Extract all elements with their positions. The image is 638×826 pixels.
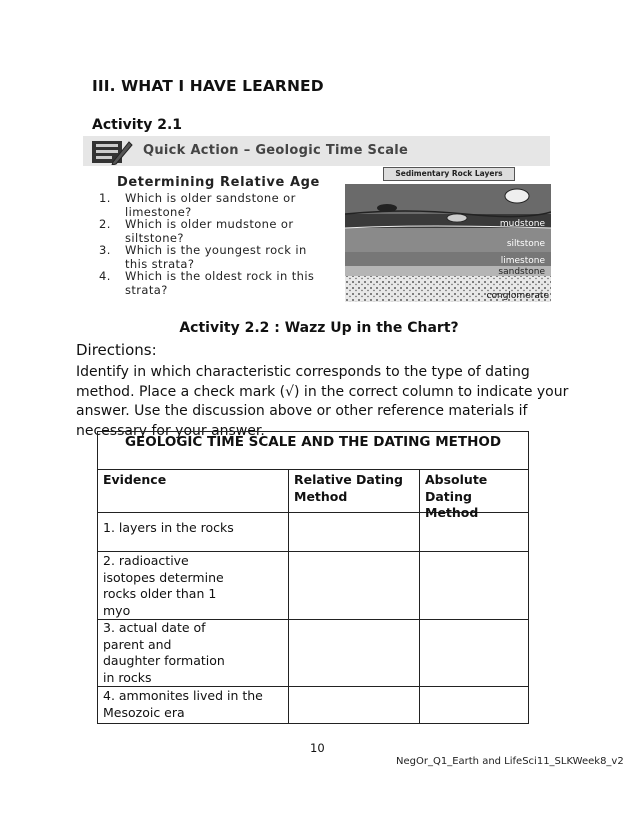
activity-2-2-label: Activity 2.2 : Wazz Up in the Chart?	[179, 320, 459, 336]
table-row-2-absolute-cell[interactable]	[425, 553, 525, 615]
table-row-2-relative-cell[interactable]	[294, 553, 412, 615]
header-evidence: Evidence	[103, 472, 167, 487]
layer-label-conglomerate: conglomerate	[486, 291, 549, 301]
table-row-3-evidence: 3. actual date of parent and daughter formation in rocks	[103, 620, 225, 685]
question-number: 2.	[99, 217, 111, 231]
layer-label-sandstone: sandstone	[498, 267, 545, 277]
table-row-4-absolute-cell[interactable]	[425, 688, 525, 722]
document-footer: NegOr_Q1_Earth and LifeSci11_SLKWeek8_v2	[396, 756, 624, 767]
layer-label-siltstone: siltstone	[506, 239, 545, 249]
quick-action-header	[83, 136, 550, 166]
table-title: GEOLOGIC TIME SCALE AND THE DATING METHOD	[124, 434, 502, 450]
dating-method-table	[97, 431, 529, 724]
table-row-1-absolute-cell[interactable]	[425, 520, 525, 548]
directions-label: Directions:	[76, 341, 157, 359]
quick-action-title: Quick Action – Geologic Time Scale	[143, 143, 409, 158]
question-text: Which is older mudstone or siltstone?	[125, 217, 294, 245]
notepad-pencil-icon	[89, 138, 133, 165]
layer-label-mudstone: mudstone	[499, 219, 545, 229]
header-absolute-dating: Absolute Dating Method	[425, 472, 488, 520]
layer-label-limestone: limestone	[500, 256, 545, 266]
determining-relative-age-title: Determining Relative Age	[117, 175, 320, 190]
table-row-2-evidence: 2. radioactive isotopes determine rocks older than 1 myo	[103, 553, 224, 618]
table-row-4-evidence: 4. ammonites lived in the Mesozoic era	[103, 688, 263, 720]
question-number: 3.	[99, 243, 111, 257]
question-number: 4.	[99, 269, 111, 283]
page-number: 10	[310, 741, 325, 755]
directions-text: Identify in which characteristic corresponds to the type of dating method. Place a check mark (√) in the correct column to indicate your answer. Use the discussion above or other reference materials if necessary for your answer.	[76, 364, 569, 439]
question-number: 1.	[99, 191, 111, 205]
question-text: Which is the oldest rock in this strata?	[125, 269, 315, 297]
activity-2-1-label: Activity 2.1	[92, 117, 183, 133]
table-row-1-relative-cell[interactable]	[294, 520, 412, 548]
question-text: Which is older sandstone or limestone?	[125, 191, 296, 219]
table-row-4-relative-cell[interactable]	[294, 688, 412, 722]
question-text: Which is the youngest rock in this strata?	[125, 243, 307, 271]
header-relative-dating: Relative Dating Method	[294, 472, 403, 504]
quick-action-panel	[83, 136, 550, 304]
sedimentary-rock-layers-image	[345, 184, 551, 302]
table-row-1-evidence: 1. layers in the rocks	[103, 520, 234, 535]
table-row-3-absolute-cell[interactable]	[425, 620, 525, 682]
section-title: III. WHAT I HAVE LEARNED	[92, 77, 324, 95]
table-row-3-relative-cell[interactable]	[294, 620, 412, 682]
rock-layers-caption: Sedimentary Rock Layers	[383, 167, 515, 181]
